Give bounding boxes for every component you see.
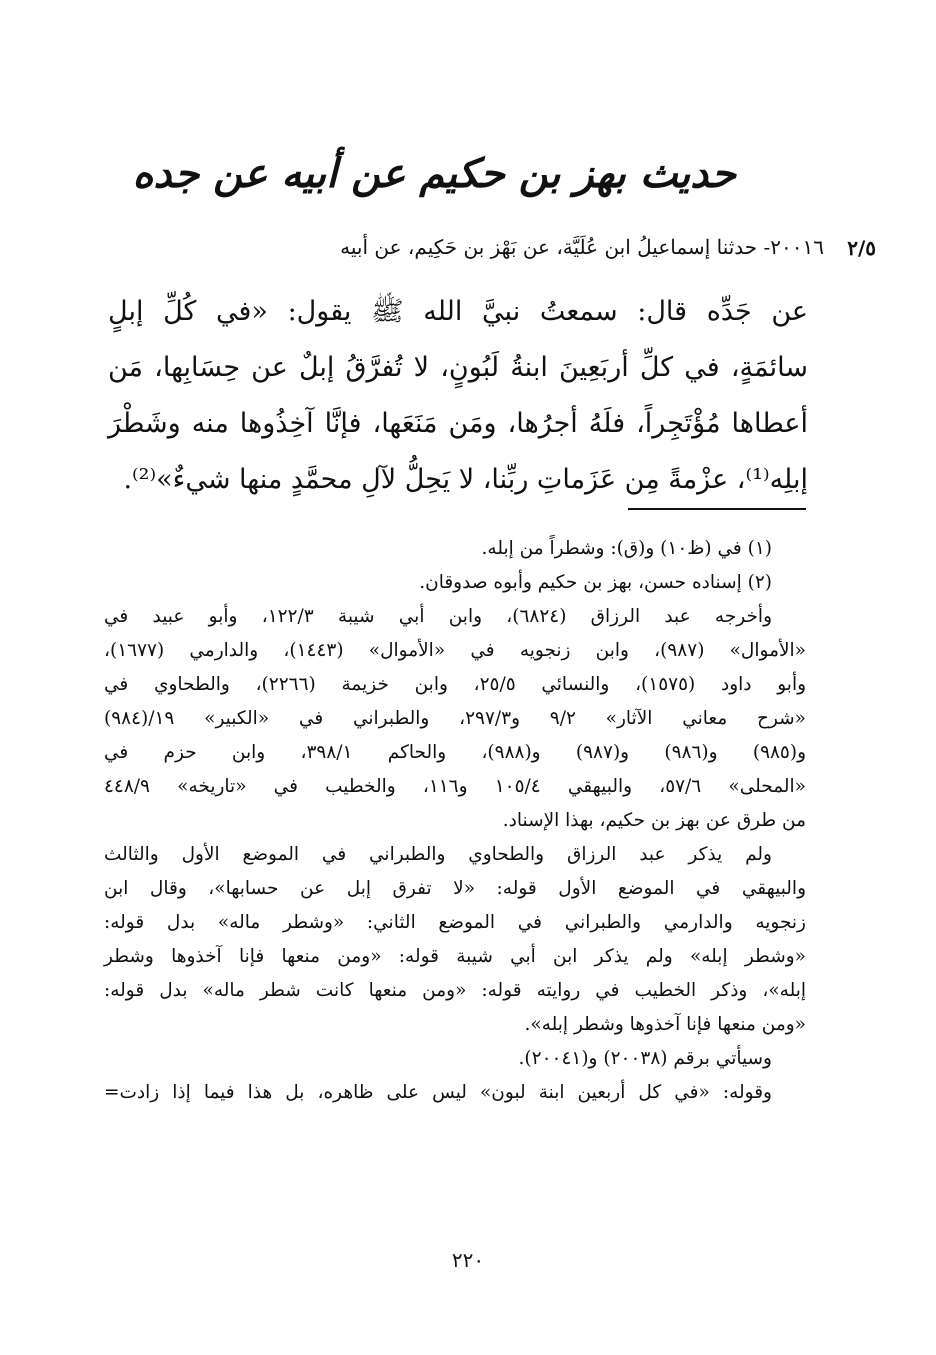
hadith-line: أعطاها مُؤْتَجِراً، فلَهُ أجرُها، ومَن مَنَعَها، فإنَّا آخِذُوها منه وشَطْرَ xyxy=(108,408,808,439)
chapter-title: حديث بهز بن حكيم عن أبيه عن جده xyxy=(132,150,736,197)
margin-reference: ٢/٥ xyxy=(847,236,876,260)
footnote-separator xyxy=(628,508,806,510)
hadith-line: إبلِه⁽¹⁾، عزْمةً مِن عَزَماتِ ربِّنا، لا يَحِلُّ لآلِ محمَّدٍ منها شيءٌ»⁽²⁾. xyxy=(123,464,808,495)
takhrij-line: «شرح معاني الآثار» ٩/٢ و٢٩٧/٣، والطبراني في «الكبير» ١٩/(٩٨٤) xyxy=(104,708,806,729)
page-number: ٢٢٠ xyxy=(451,1248,485,1272)
note-line: إبله»، وذكر الخطيب في روايته قوله: «ومن منعها كانت شطر ماله» بدل قوله: xyxy=(104,980,806,1001)
takhrij-line: «الأموال» (٩٨٧)، وابن زنجويه في «الأموال» (١٤٤٣)، والدارمي (١٦٧٧)، xyxy=(104,640,806,661)
hadith-text xyxy=(108,284,808,508)
hadith-line: سائمَةٍ، في كلِّ أربَعِينَ ابنةُ لَبُونٍ، لا تُفرَّقُ إبلٌ عن حِسَابِها، مَن xyxy=(108,352,808,383)
note-line: والبيهقي في الموضع الأول قوله: «لا تفرق إبل عن حسابها»، وقال ابن xyxy=(104,878,806,899)
continuation-line: وقوله: «في كل أربعين ابنة لبون» ليس على ظاهره، بل هذا فيما إذا زادت= xyxy=(104,1082,772,1103)
takhrij-line: وأبو داود (١٥٧٥)، والنسائي ٢٥/٥، وابن خزيمة (٢٢٦٦)، والطحاوي في xyxy=(104,674,807,695)
see-also-line: وسيأتي برقم (٢٠٠٣٨) و(٢٠٠٤١). xyxy=(518,1048,772,1069)
takhrij-line: وأخرجه عبد الرزاق (٦٨٢٤)، وابن أبي شيبة ١٢٢/٣، وأبو عبيد في xyxy=(104,606,772,627)
footnotes xyxy=(104,532,806,1110)
takhrij-line: من طرق عن بهز بن حكيم، بهذا الإسناد. xyxy=(502,810,806,831)
takhrij-line: «المحلى» ٥٧/٦، والبيهقي ١٠٥/٤ و١١٦، والخطيب في «تاريخه» ٤٤٨/٩ xyxy=(104,776,806,797)
takhrij-line: و(٩٨٥) و(٩٨٦) و(٩٨٧) و(٩٨٨)، والحاكم ٣٩٨/١، وابن حزم في xyxy=(104,742,807,763)
note-line: زنجويه والدارمي والطبراني في الموضع الثاني: «وشطر ماله» بدل قوله: xyxy=(104,912,806,933)
note-line: ولم يذكر عبد الرزاق والطحاوي والطبراني في الموضع الأول والثالث xyxy=(104,844,772,865)
footnote-1: (١) في (ظ١٠) و(ق): وشطراً من إبله. xyxy=(481,538,772,559)
note-line: «ومن منعها فإنا آخذوها وشطر إبله». xyxy=(524,1014,806,1035)
footnote-2: (٢) إسناده حسن، بهز بن حكيم وأبوه صدوقان. xyxy=(419,572,772,593)
hadith-isnad-line: ٢٠٠١٦- حدثنا إسماعيلُ ابن عُلَيَّة، عن بَهْز بن حَكِيم، عن أبيه xyxy=(340,235,824,259)
hadith-line: عن جَدِّه قال: سمعتُ نبيَّ الله ﷺ يقول: «في كُلِّ إبلٍ xyxy=(108,296,808,327)
note-line: «وشطر إبله» ولم يذكر ابن أبي شيبة قوله: «ومن منعها فإنا آخذوها وشطر xyxy=(104,946,806,967)
